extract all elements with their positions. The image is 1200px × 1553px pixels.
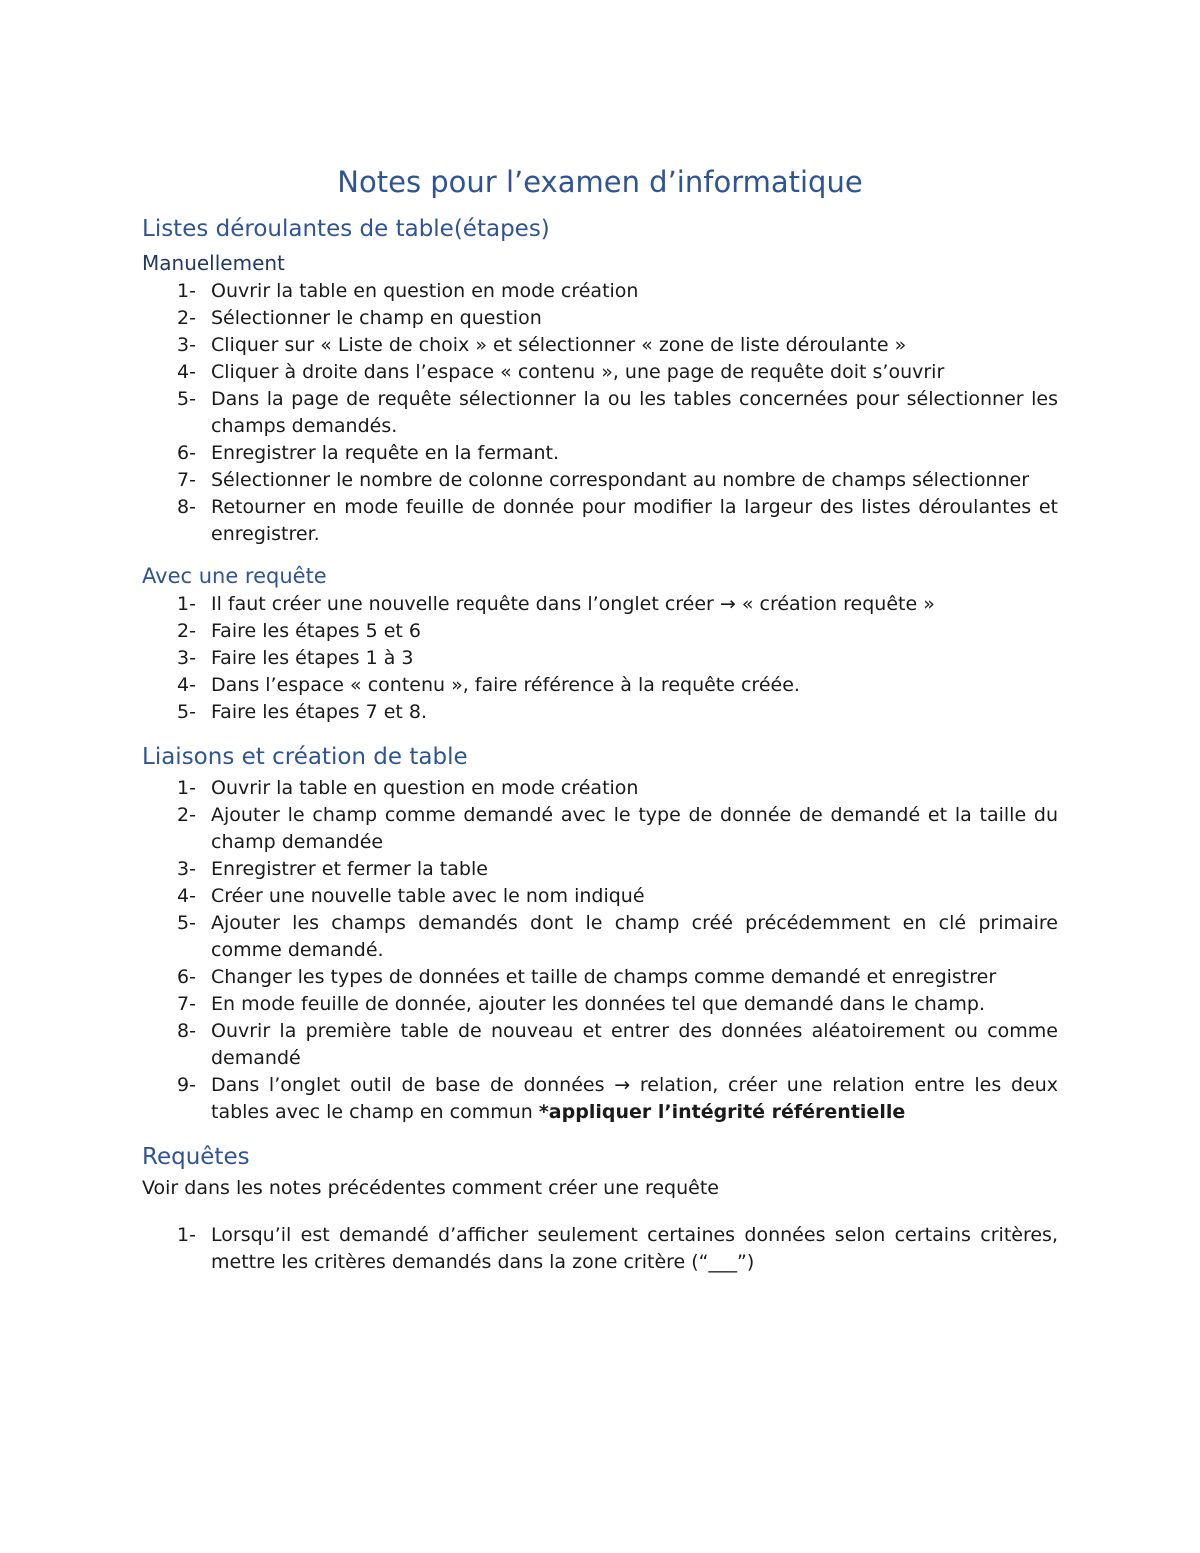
list-item: 5- Dans la page de requête sélectionner la ou les tables concernées pour sélectionner les champs demandés. — [177, 388, 1058, 437]
list-item: 4- Cliquer à droite dans l’espace « contenu », une page de requête doit s’ouvrir — [177, 361, 945, 383]
steps-manuellement — [142, 278, 1058, 548]
list-item: 5- Faire les étapes 7 et 8. — [177, 701, 428, 723]
bold-note: *appliquer l’intégrité référentielle — [538, 1101, 906, 1123]
list-item: 3- Faire les étapes 1 à 3 — [177, 647, 414, 669]
list-item: 9- Dans l’onglet outil de base de données → relation, créer une relation entre les deux tables avec le champ en commun *appliquer l’intégrité référentielle — [177, 1074, 1058, 1123]
steps-avec-une-requete — [142, 591, 1058, 726]
list-item: 4- Dans l’espace « contenu », faire référence à la requête créée. — [177, 674, 800, 696]
document-page — [142, 160, 1058, 1276]
steps-requetes — [142, 1222, 1058, 1276]
list-item: 5- Ajouter les champs demandés dont le champ créé précédemment en clé primaire comme demandé. — [177, 912, 1058, 961]
list-item: 7- En mode feuille de donnée, ajouter les données tel que demandé dans le champ. — [177, 993, 986, 1015]
list-item: 8- Retourner en mode feuille de donnée pour modifier la largeur des listes déroulantes et enregistrer. — [177, 496, 1058, 545]
list-item: 6- Changer les types de données et taille de champs comme demandé et enregistrer — [177, 966, 997, 988]
list-item: 1- Ouvrir la table en question en mode création — [177, 280, 639, 302]
requetes-intro: Voir dans les notes précédentes comment créer une requête — [142, 1177, 719, 1199]
list-item: 2- Ajouter le champ comme demandé avec le type de donnée de demandé et la taille du champ demandée — [177, 804, 1058, 853]
section-heading-requetes: Requêtes — [142, 1144, 250, 1170]
list-item: 1- Lorsqu’il est demandé d’afficher seulement certaines données selon certains critères, mettre les critères demandés dans la zone critère (“___”) — [177, 1224, 1058, 1273]
section-heading-listes: Listes déroulantes de table(étapes) — [142, 216, 550, 242]
list-item: 2- Sélectionner le champ en question — [177, 307, 542, 329]
list-item: 8- Ouvrir la première table de nouveau et entrer des données aléatoirement ou comme demandé — [177, 1020, 1058, 1069]
list-item: 3- Cliquer sur « Liste de choix » et sélectionner « zone de liste déroulante » — [177, 334, 907, 356]
list-item: 3- Enregistrer et fermer la table — [177, 858, 488, 880]
list-item: 2- Faire les étapes 5 et 6 — [177, 620, 422, 642]
document-title: Notes pour l’examen d’informatique — [337, 165, 863, 199]
list-item: 7- Sélectionner le nombre de colonne correspondant au nombre de champs sélectionner — [177, 469, 1030, 491]
steps-liaisons — [142, 775, 1058, 1126]
section-heading-liaisons: Liaisons et création de table — [142, 744, 468, 770]
list-item: 4- Créer une nouvelle table avec le nom indiqué — [177, 885, 645, 907]
list-item: 1- Ouvrir la table en question en mode création — [177, 777, 639, 799]
list-item: 1- Il faut créer une nouvelle requête dans l’onglet créer → « création requête » — [177, 593, 935, 615]
list-item: 6- Enregistrer la requête en la fermant. — [177, 442, 560, 464]
subheading-manuellement: Manuellement — [142, 251, 285, 275]
subheading-avec-une-requete: Avec une requête — [142, 564, 327, 588]
